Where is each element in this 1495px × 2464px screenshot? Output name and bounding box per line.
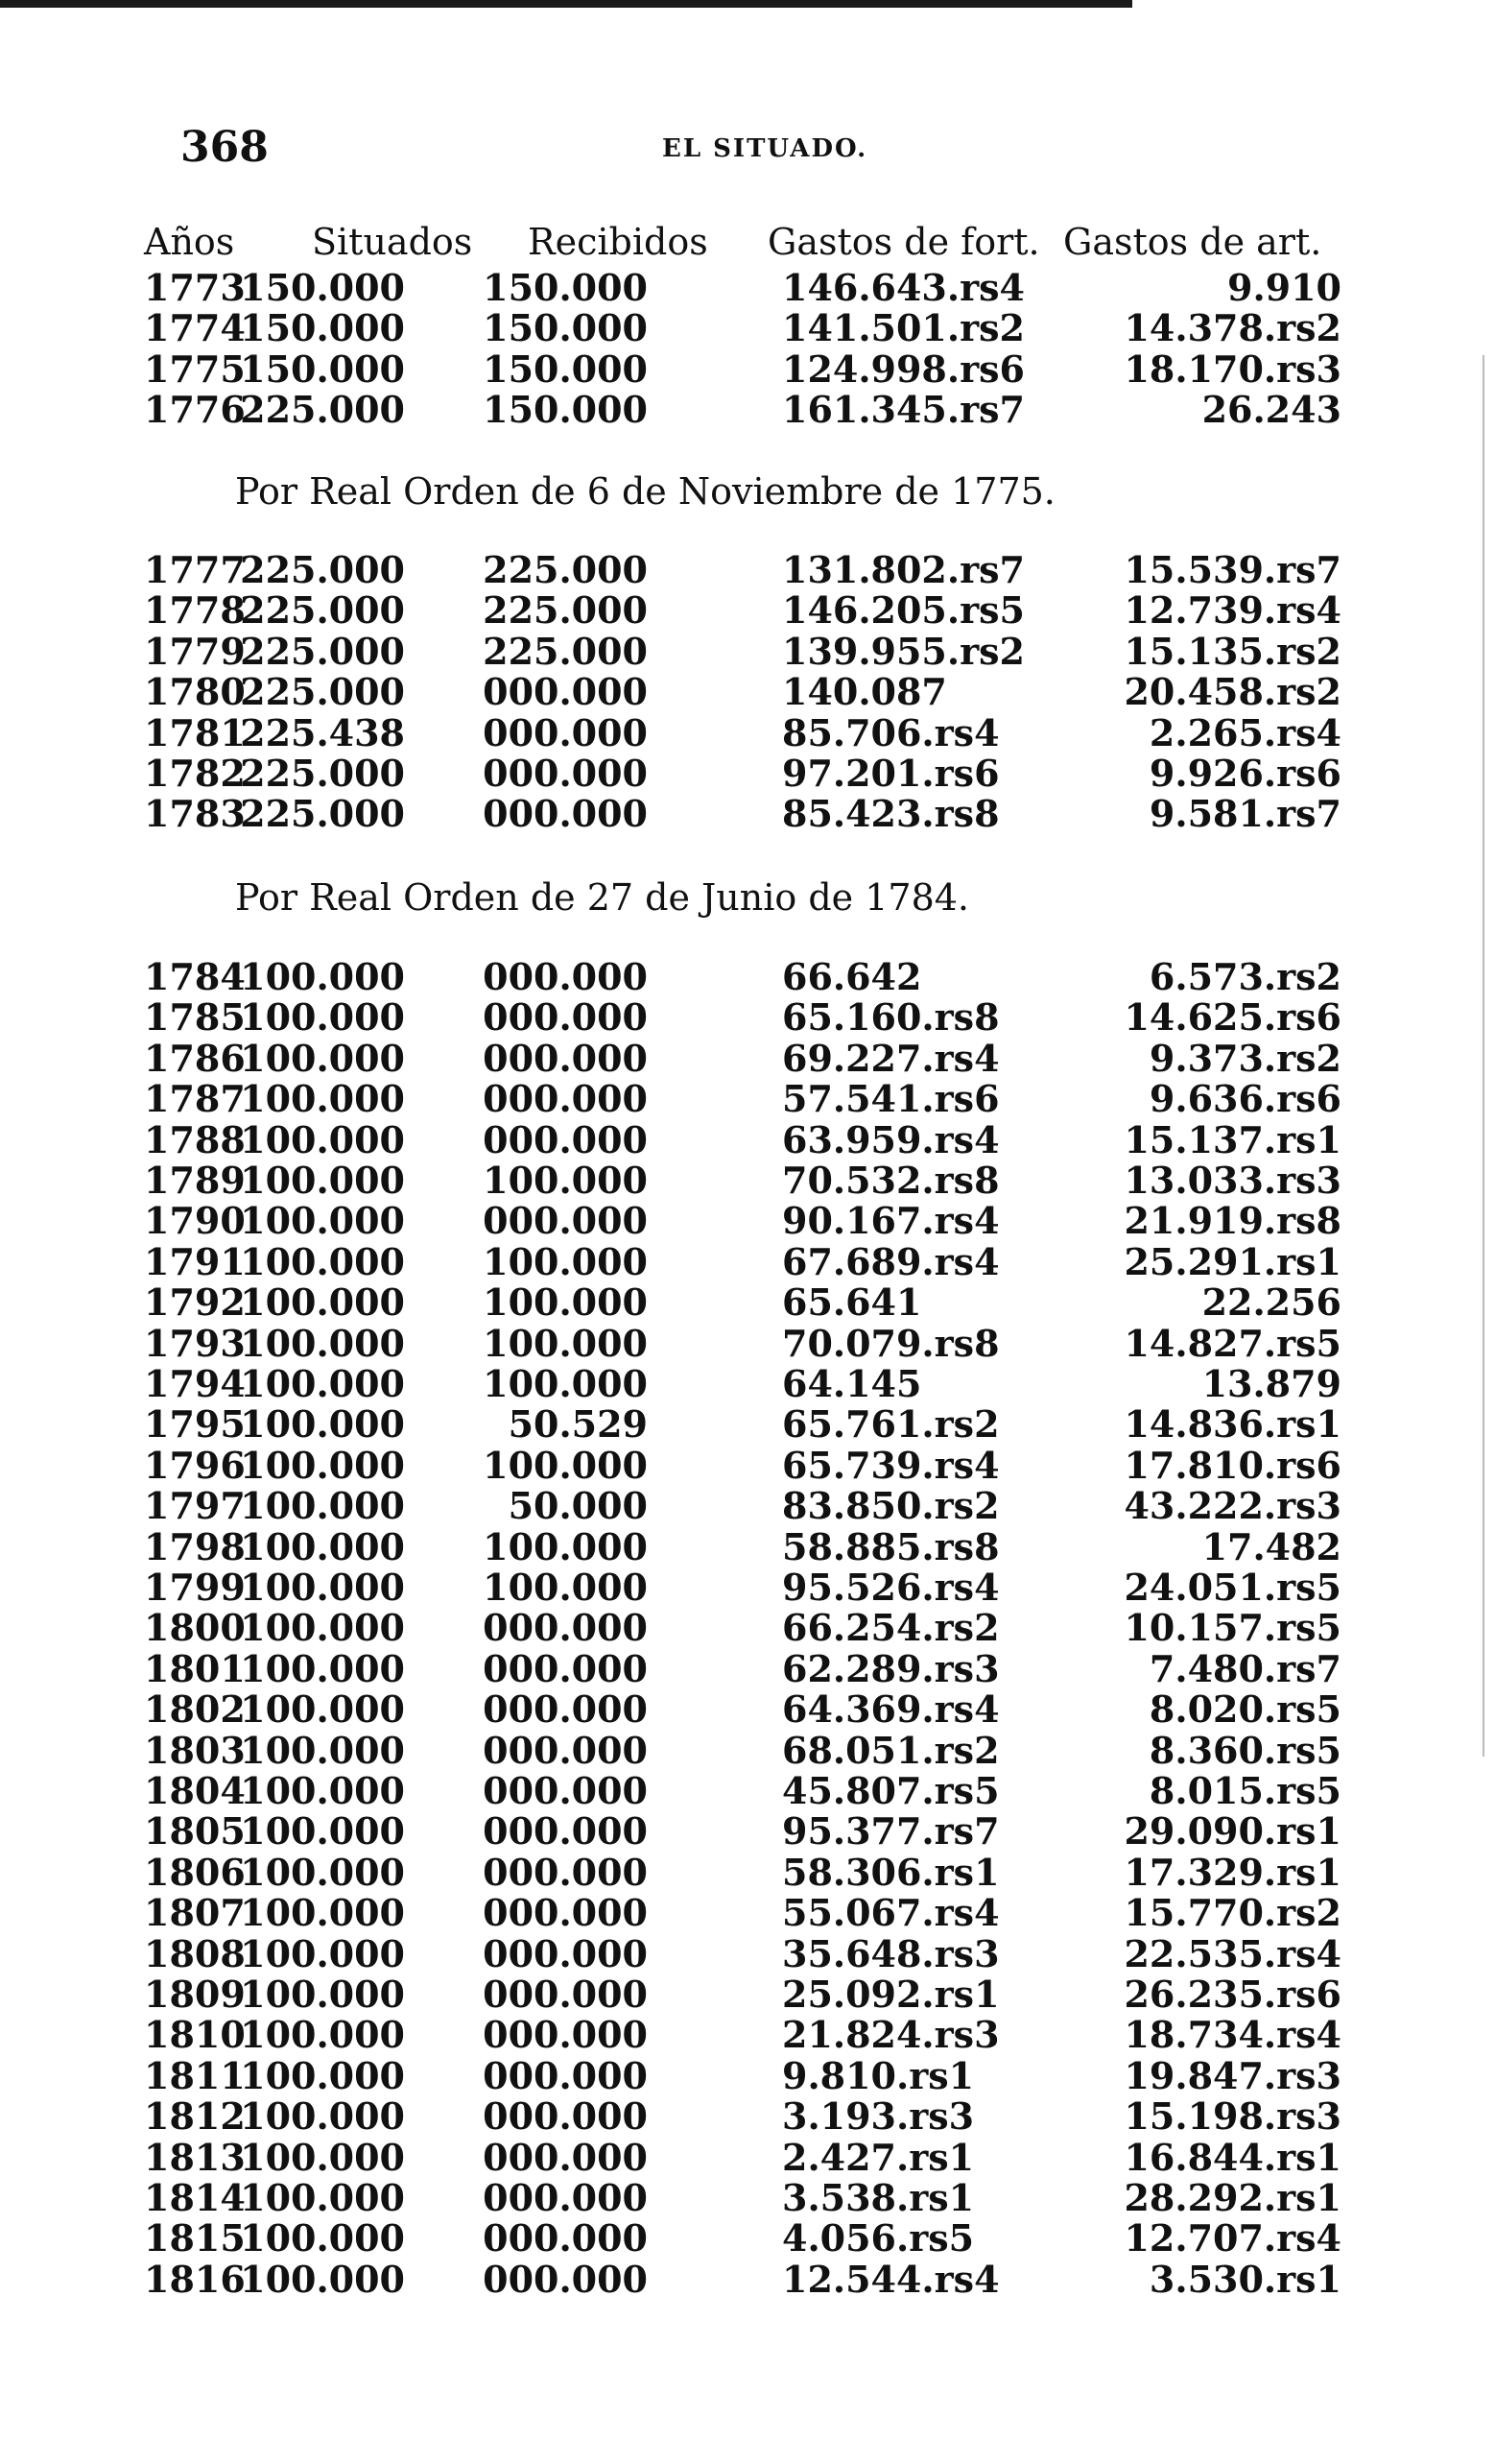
gastos-art-cell: 21.919.rs8 [1124,1199,1341,1243]
gastos-fort-cell: 95.377.rs7 [782,1809,1000,1854]
gastos-art-cell: 15.135.rs2 [1124,629,1341,673]
table-row [144,752,1343,795]
year-cell: 1783 [144,792,246,836]
situado-cell: 100.000 [240,1199,405,1243]
gastos-fort-cell: 58.306.rs1 [782,1850,1000,1894]
gastos-art-cell: 8.015.rs5 [1149,1769,1341,1812]
gastos-fort-cell: 62.289.rs3 [782,1646,1000,1690]
year-cell: 1797 [144,1484,246,1528]
year-cell: 1807 [144,1891,246,1935]
situado-cell: 100.000 [240,1443,405,1487]
gastos-art-cell: 43.222.rs3 [1124,1484,1341,1528]
recibido-cell: 150.000 [483,266,648,309]
top-rule [0,0,1132,8]
recibido-cell: 000.000 [483,2135,648,2179]
year-cell: 1805 [144,1809,246,1854]
situado-cell: 100.000 [240,2053,405,2097]
gastos-art-cell: 9.910 [1227,266,1341,309]
year-cell: 1791 [144,1239,246,1283]
year-cell: 1782 [144,752,246,795]
situado-cell: 100.000 [240,2257,405,2301]
recibido-cell: 000.000 [483,1769,648,1812]
recibido-cell: 100.000 [483,1159,648,1202]
situado-cell: 100.000 [240,1484,405,1528]
table-row [144,1036,1343,1080]
gastos-fort-cell: 97.201.rs6 [782,752,1000,795]
situado-cell: 225.000 [240,670,405,714]
year-cell: 1789 [144,1159,246,1202]
gastos-art-cell: 6.573.rs2 [1149,955,1341,998]
recibido-cell: 000.000 [483,2216,648,2261]
situado-cell: 100.000 [240,1646,405,1690]
situado-cell: 100.000 [240,1362,405,1405]
gastos-art-cell: 25.291.rs1 [1124,1239,1341,1283]
year-cell: 1780 [144,670,246,714]
gastos-art-cell: 17.482 [1201,1524,1341,1568]
table-row [144,2216,1343,2261]
situado-cell: 100.000 [240,1402,405,1447]
recibido-cell: 000.000 [483,1850,648,1894]
royal-order-note-1775: Por Real Orden de 6 de Noviembre de 1775. [235,470,1056,513]
table-row [144,2135,1343,2179]
table-row [144,1484,1343,1528]
year-cell: 1787 [144,1077,246,1121]
gastos-art-cell: 28.292.rs1 [1124,2176,1341,2219]
year-cell: 1779 [144,629,246,673]
year-cell: 1785 [144,995,246,1040]
gastos-fort-cell: 12.544.rs4 [782,2257,1000,2301]
recibido-cell: 000.000 [483,1931,648,1975]
year-cell: 1806 [144,1850,246,1894]
table-row [144,347,1343,391]
table-row [144,995,1343,1040]
year-cell: 1811 [144,2053,246,2097]
table-row [144,1769,1343,1812]
recibido-cell: 000.000 [483,1973,648,2016]
year-cell: 1803 [144,1728,246,1772]
recibido-cell: 000.000 [483,1687,648,1732]
situado-cell: 100.000 [240,1321,405,1365]
situado-cell: 100.000 [240,2094,405,2139]
gastos-fort-cell: 139.955.rs2 [782,629,1025,673]
gastos-art-cell: 16.844.rs1 [1124,2135,1341,2179]
table-row [144,1321,1343,1365]
gastos-fort-cell: 65.761.rs2 [782,1402,1000,1447]
table-row [144,670,1343,714]
year-cell: 1809 [144,1973,246,2016]
gastos-fort-cell: 66.254.rs2 [782,1606,1000,1650]
gastos-art-cell: 9.373.rs2 [1149,1036,1341,1080]
recibido-cell: 150.000 [483,306,648,350]
gastos-art-cell: 15.198.rs3 [1124,2094,1341,2139]
recibido-cell: 150.000 [483,388,648,432]
table-row [144,1606,1343,1650]
table-row [144,1932,1343,1973]
recibido-cell: 000.000 [483,2053,648,2097]
recibido-cell: 000.000 [483,1036,648,1080]
situado-cell: 100.000 [240,1036,405,1080]
page-header [144,123,1343,180]
gastos-fort-cell: 124.998.rs6 [782,347,1025,391]
recibido-cell: 100.000 [483,1443,648,1487]
recibido-cell: 100.000 [483,1239,648,1283]
situado-cell: 100.000 [240,1117,405,1161]
gastos-fort-cell: 131.802.rs7 [782,548,1025,591]
recibido-cell: 000.000 [483,1646,648,1690]
page-number: 368 [180,123,269,172]
table-row [144,266,1343,309]
year-cell: 1784 [144,955,246,998]
gastos-art-cell: 9.581.rs7 [1149,792,1341,836]
gastos-fort-cell: 55.067.rs4 [782,1891,1000,1935]
table-row [144,2094,1343,2139]
table-row [144,955,1343,998]
gastos-art-cell: 15.770.rs2 [1124,1891,1341,1935]
table-row [144,1239,1343,1283]
table-row [144,1443,1343,1487]
table-row [144,588,1343,633]
gastos-art-cell: 19.847.rs3 [1124,2053,1341,2097]
year-cell: 1802 [144,1687,246,1732]
gastos-fort-cell: 140.087 [782,670,947,714]
col-header-gastos-fort: Gastos de fort. [768,221,1040,263]
year-cell: 1786 [144,1036,246,1080]
gastos-fort-cell: 90.167.rs4 [782,1199,1000,1243]
table-row [144,629,1343,673]
table-row [144,1199,1343,1243]
running-head: EL SITUADO. [662,134,868,163]
gastos-art-cell: 15.137.rs1 [1124,1117,1341,1161]
gastos-art-cell: 8.360.rs5 [1149,1728,1341,1772]
situado-cell: 225.438 [240,710,405,754]
recibido-cell: 000.000 [483,1199,648,1243]
col-header-gastos-art: Gastos de art. [1063,221,1322,263]
gastos-art-cell: 7.480.rs7 [1149,1646,1341,1690]
recibido-cell: 225.000 [483,629,648,673]
situado-cell: 100.000 [240,1769,405,1812]
gastos-fort-cell: 35.648.rs3 [782,1931,1000,1975]
gastos-fort-cell: 2.427.rs1 [782,2135,975,2179]
year-cell: 1816 [144,2257,246,2301]
gastos-art-cell: 14.836.rs1 [1124,1402,1341,1447]
table-row [144,2176,1343,2219]
gastos-fort-cell: 3.538.rs1 [782,2176,975,2219]
year-cell: 1792 [144,1280,246,1325]
situado-cell: 100.000 [240,1809,405,1854]
gastos-fort-cell: 146.205.rs5 [782,588,1025,633]
gastos-fort-cell: 65.739.rs4 [782,1443,1000,1487]
year-cell: 1798 [144,1524,246,1568]
gastos-art-cell: 18.734.rs4 [1124,2013,1341,2057]
recibido-cell: 000.000 [483,955,648,998]
gastos-art-cell: 18.170.rs3 [1124,347,1341,391]
recibido-cell: 000.000 [483,995,648,1040]
situado-cell: 150.000 [240,347,405,391]
recibido-cell: 225.000 [483,588,648,633]
gastos-art-cell: 12.707.rs4 [1124,2216,1341,2261]
col-header-recibidos: Recibidos [528,221,708,263]
situado-cell: 100.000 [240,1159,405,1202]
table-row [144,1973,1343,2016]
gastos-fort-cell: 63.959.rs4 [782,1117,1000,1161]
table-row [144,2257,1343,2301]
year-cell: 1794 [144,1362,246,1405]
col-header-years: Años [144,221,235,263]
situado-cell: 100.000 [240,1239,405,1283]
recibido-cell: 000.000 [483,1117,648,1161]
gastos-fort-cell: 85.706.rs4 [782,710,1000,754]
gastos-fort-cell: 64.369.rs4 [782,1687,1000,1732]
recibido-cell: 000.000 [483,1606,648,1650]
situado-cell: 225.000 [240,792,405,836]
gastos-fort-cell: 21.824.rs3 [782,2013,1000,2057]
gastos-fort-cell: 64.145 [782,1362,922,1405]
recibido-cell: 100.000 [483,1524,648,1568]
gastos-art-cell: 26.235.rs6 [1124,1973,1341,2016]
situado-cell: 100.000 [240,1280,405,1325]
situado-cell: 100.000 [240,1931,405,1975]
situado-cell: 100.000 [240,1606,405,1650]
table-row [144,1118,1343,1159]
recibido-cell: 000.000 [483,1891,648,1935]
gastos-fort-cell: 69.227.rs4 [782,1036,1000,1080]
table-row [144,1280,1343,1325]
recibido-cell: 000.000 [483,1077,648,1121]
recibido-cell: 50.529 [508,1402,648,1447]
year-cell: 1804 [144,1769,246,1812]
table-row [144,388,1343,432]
recibido-cell: 000.000 [483,1809,648,1854]
gastos-art-cell: 3.530.rs1 [1149,2257,1341,2301]
year-cell: 1775 [144,347,246,391]
table-row [144,1891,1343,1935]
gastos-fort-cell: 58.885.rs8 [782,1524,1000,1568]
year-cell: 1795 [144,1402,246,1447]
gastos-fort-cell: 57.541.rs6 [782,1077,1000,1121]
year-cell: 1814 [144,2176,246,2219]
gastos-art-cell: 22.535.rs4 [1124,1931,1341,1975]
recibido-cell: 000.000 [483,710,648,754]
gastos-fort-cell: 4.056.rs5 [782,2216,975,2261]
table-row [144,2053,1343,2097]
gastos-fort-cell: 45.807.rs5 [782,1769,1000,1812]
gastos-art-cell: 14.625.rs6 [1124,995,1341,1040]
gastos-art-cell: 17.329.rs1 [1124,1850,1341,1894]
situado-cell: 150.000 [240,266,405,309]
situado-cell: 100.000 [240,1728,405,1772]
gastos-art-cell: 22.256 [1201,1280,1341,1325]
recibido-cell: 225.000 [483,548,648,591]
situado-cell: 100.000 [240,1524,405,1568]
situado-cell: 100.000 [240,1973,405,2016]
table-row [144,1850,1343,1894]
situado-cell: 225.000 [240,548,405,591]
gastos-fort-cell: 146.643.rs4 [782,266,1025,309]
gastos-art-cell: 8.020.rs5 [1149,1687,1341,1732]
gastos-art-cell: 13.033.rs3 [1124,1159,1341,1202]
col-header-situados: Situados [312,221,473,263]
year-cell: 1799 [144,1566,246,1609]
recibido-cell: 100.000 [483,1280,648,1325]
situado-cell: 225.000 [240,629,405,673]
gastos-art-cell: 20.458.rs2 [1124,670,1341,714]
year-cell: 1812 [144,2094,246,2139]
gastos-art-cell: 14.827.rs5 [1124,1321,1341,1365]
recibido-cell: 50.000 [508,1484,648,1528]
recibido-cell: 000.000 [483,2257,648,2301]
gastos-art-cell: 13.879 [1201,1362,1341,1405]
year-cell: 1800 [144,1606,246,1650]
recibido-cell: 100.000 [483,1321,648,1365]
table-row [144,1077,1343,1121]
situado-cell: 100.000 [240,2135,405,2179]
table-row [144,1362,1343,1405]
recibido-cell: 000.000 [483,2094,648,2139]
gastos-fort-cell: 161.345.rs7 [782,388,1025,432]
gastos-fort-cell: 141.501.rs2 [782,306,1025,350]
table-row [144,2013,1343,2057]
gastos-fort-cell: 3.193.rs3 [782,2094,975,2139]
gastos-art-cell: 9.636.rs6 [1149,1077,1341,1121]
year-cell: 1810 [144,2013,246,2057]
situado-cell: 100.000 [240,1687,405,1732]
recibido-cell: 000.000 [483,2013,648,2057]
gastos-art-cell: 24.051.rs5 [1124,1566,1341,1609]
situado-cell: 225.000 [240,752,405,795]
situado-cell: 225.000 [240,588,405,633]
gastos-fort-cell: 68.051.rs2 [782,1728,1000,1772]
situado-cell: 100.000 [240,1077,405,1121]
situado-cell: 100.000 [240,1850,405,1894]
recibido-cell: 000.000 [483,792,648,836]
gastos-fort-cell: 9.810.rs1 [782,2053,975,2097]
gastos-fort-cell: 70.532.rs8 [782,1159,1000,1202]
year-cell: 1796 [144,1443,246,1487]
year-cell: 1774 [144,306,246,350]
recibido-cell: 100.000 [483,1362,648,1405]
gastos-fort-cell: 65.160.rs8 [782,995,1000,1040]
recibido-cell: 000.000 [483,2176,648,2219]
table-row [144,1402,1343,1447]
table-row [144,1809,1343,1854]
year-cell: 1808 [144,1931,246,1975]
gastos-art-cell: 26.243 [1201,388,1341,432]
year-cell: 1778 [144,588,246,633]
gastos-fort-cell: 83.850.rs2 [782,1484,1000,1528]
gastos-fort-cell: 25.092.rs1 [782,1973,1000,2016]
gastos-fort-cell: 67.689.rs4 [782,1239,1000,1283]
table-row [144,792,1343,836]
year-cell: 1781 [144,710,246,754]
gastos-art-cell: 29.090.rs1 [1124,1809,1341,1854]
gastos-art-cell: 17.810.rs6 [1124,1443,1341,1487]
table-row [144,711,1343,752]
situado-cell: 100.000 [240,955,405,998]
table-row [144,1566,1343,1609]
column-header-row [144,221,1343,261]
gastos-art-cell: 15.539.rs7 [1124,548,1341,591]
recibido-cell: 000.000 [483,1728,648,1772]
gastos-fort-cell: 95.526.rs4 [782,1566,1000,1609]
recibido-cell: 150.000 [483,347,648,391]
situado-cell: 100.000 [240,2013,405,2057]
situado-cell: 100.000 [240,1891,405,1935]
gastos-art-cell: 12.739.rs4 [1124,588,1341,633]
gastos-fort-cell: 65.641 [782,1280,922,1325]
recibido-cell: 100.000 [483,1566,648,1609]
page-edge-line [1483,355,1484,1757]
situado-cell: 150.000 [240,306,405,350]
year-cell: 1815 [144,2216,246,2261]
recibido-cell: 000.000 [483,670,648,714]
table-row [144,1687,1343,1732]
situado-cell: 100.000 [240,2176,405,2219]
year-cell: 1813 [144,2135,246,2179]
gastos-art-cell: 9.926.rs6 [1149,752,1341,795]
gastos-art-cell: 2.265.rs4 [1149,710,1341,754]
gastos-fort-cell: 70.079.rs8 [782,1321,1000,1365]
year-cell: 1801 [144,1646,246,1690]
situado-cell: 100.000 [240,1566,405,1609]
gastos-art-cell: 10.157.rs5 [1124,1606,1341,1650]
table-row [144,1525,1343,1566]
table-row [144,548,1343,591]
table-row [144,1728,1343,1772]
gastos-fort-cell: 66.642 [782,955,922,998]
situado-cell: 100.000 [240,2216,405,2261]
year-cell: 1773 [144,266,246,309]
table-row [144,1159,1343,1202]
gastos-art-cell: 14.378.rs2 [1124,306,1341,350]
situado-cell: 225.000 [240,388,405,432]
year-cell: 1793 [144,1321,246,1365]
gastos-fort-cell: 85.423.rs8 [782,792,1000,836]
situado-cell: 100.000 [240,995,405,1040]
recibido-cell: 000.000 [483,752,648,795]
royal-order-note-1784: Por Real Orden de 27 de Junio de 1784. [235,876,970,919]
year-cell: 1776 [144,388,246,432]
table-row [144,306,1343,350]
year-cell: 1777 [144,548,246,591]
year-cell: 1790 [144,1199,246,1243]
table-row [144,1646,1343,1690]
year-cell: 1788 [144,1117,246,1161]
